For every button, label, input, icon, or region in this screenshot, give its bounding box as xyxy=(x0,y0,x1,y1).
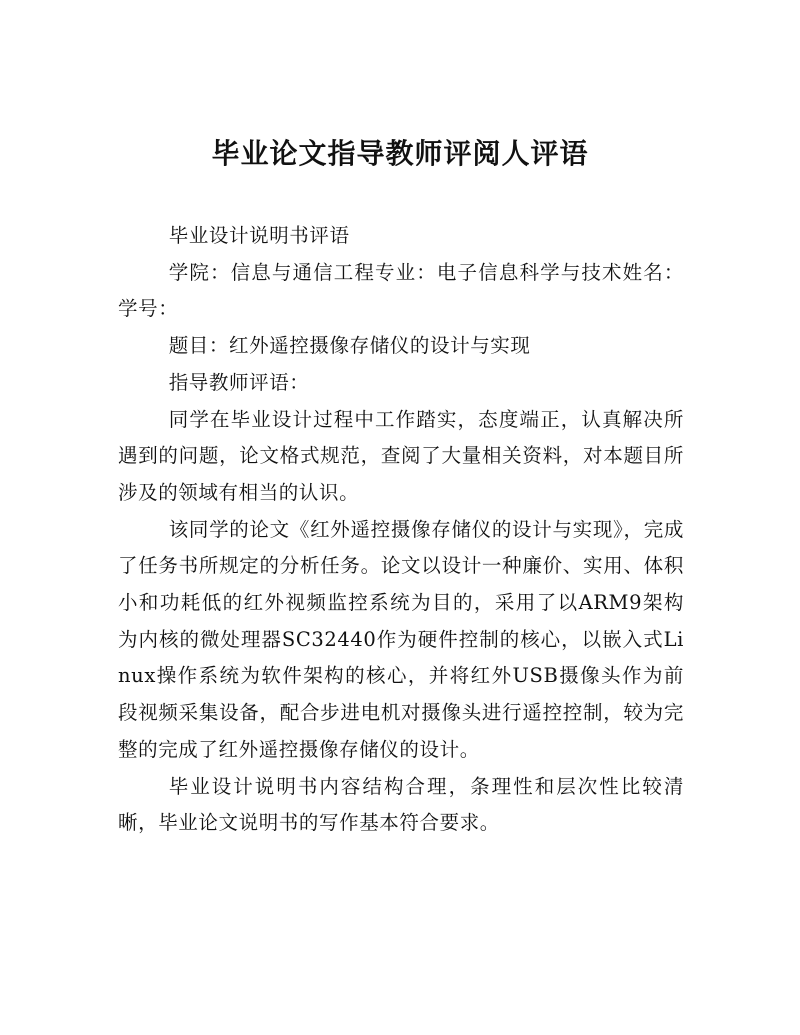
section-heading: 毕业设计说明书评语 xyxy=(168,224,350,247)
comment-paragraph-1: 同学在毕业设计过程中工作踏实，态度端正，认真解决所遇到的问题，论文格式规范，查阅了大量相关资料，对本题目所涉及的领域有相当的认识。 xyxy=(118,407,684,504)
page-title: 毕业论文指导教师评阅人评语 xyxy=(211,137,589,170)
topic-line: 题目：红外遥控摄像存储仪的设计与实现 xyxy=(168,334,531,358)
comment-paragraph-3: 毕业设计说明书内容结构合理，条理性和层次性比较清晰，毕业论文说明书的写作基本符合要求。 xyxy=(118,774,684,835)
comment-paragraph-2: 该同学的论文《红外遥控摄像存储仪的设计与实现》，完成了任务书所规定的分析任务。论文以设计一种廉价、实用、体积小和功耗低的红外视频监控系统为目的，采用了以ARM9架构为内核的微处理器SC32440作为硬件控制的核心，以嵌入式Linux操作系统为软件架构的核心，并将红外USB摄像头作为前段视频采集设备，配合步进电机对摄像头进行遥控控制，较为完整的完成了红外遥控摄像存储仪的设计。 xyxy=(118,517,684,761)
college-major-line: 学院：信息与通信工程专业：电子信息科学与技术姓名：学号： xyxy=(118,260,684,321)
advisor-comment-label: 指导教师评语： xyxy=(168,370,310,394)
document-body xyxy=(118,218,684,842)
